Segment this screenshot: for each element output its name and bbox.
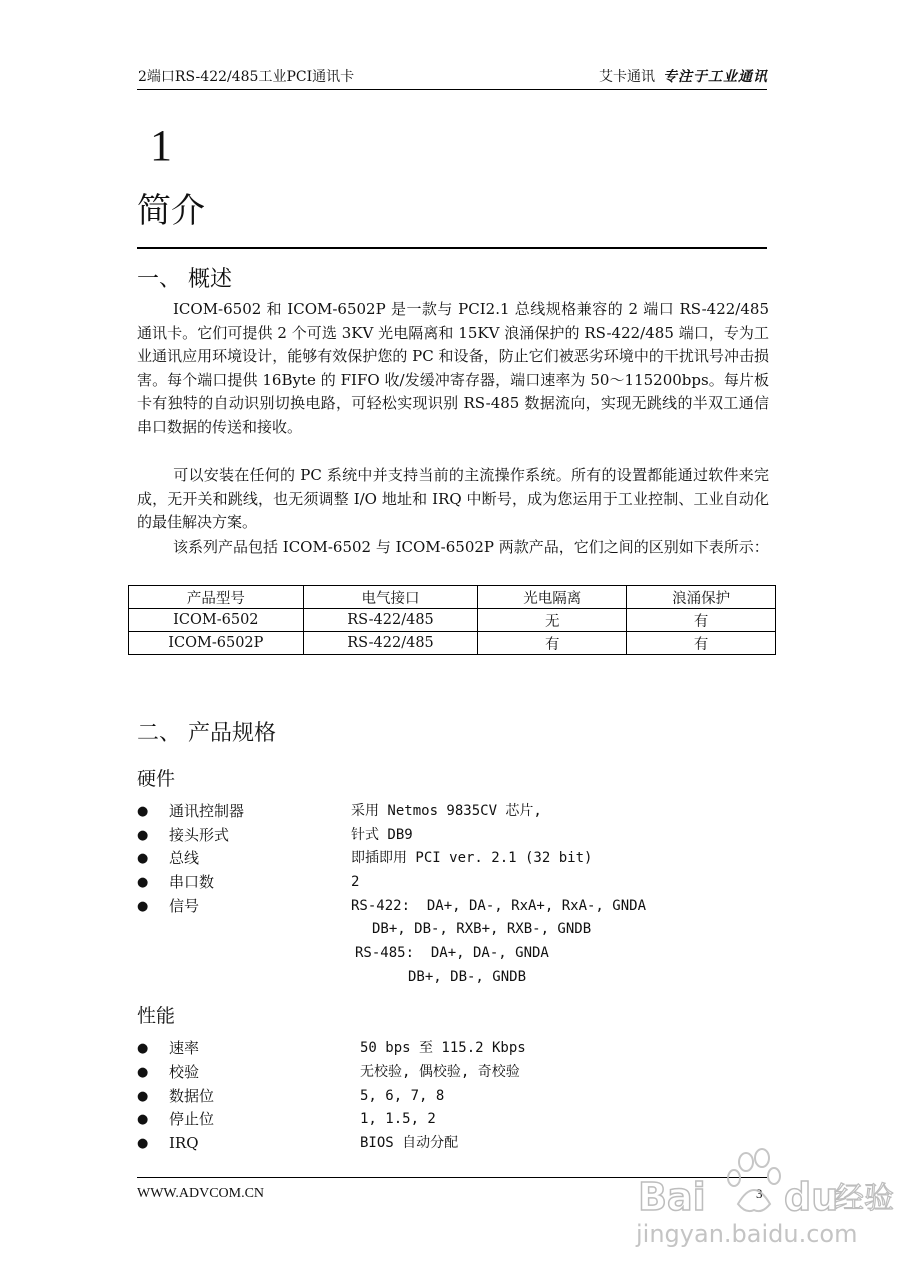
table-header-row <box>129 586 776 609</box>
spec-value: RS-422: DA+, DA-, RxA+, RxA-, GNDA <box>351 898 647 914</box>
spec-label: 速率 <box>169 1039 200 1057</box>
page-number: 3 <box>756 1186 763 1201</box>
table-header-cell: 浪涌保护 <box>627 586 776 609</box>
table-cell: 有 <box>627 632 776 655</box>
spec-value: 即插即用 PCI ver. 2.1 (32 bit) <box>351 850 593 866</box>
product-comparison-table <box>128 585 776 655</box>
overview-paragraph-2 <box>137 464 769 535</box>
performance-heading: 性能 <box>137 1005 176 1027</box>
section-specs-heading: 二、 产品规格 <box>137 721 276 746</box>
table-cell: RS-422/485 <box>303 632 478 655</box>
table-row <box>129 609 776 632</box>
spec-value: 2 <box>351 874 360 890</box>
header-doc-title: 2端口RS-422/485工业PCI通讯卡 <box>138 69 355 85</box>
signal-line: DB+, DB-, RXB+, RXB-, GNDB <box>372 921 592 937</box>
footer-website: WWW.ADVCOM.CN <box>137 1186 265 1201</box>
list-item <box>137 1085 777 1108</box>
overview-text-1: ICOM-6502 和 ICOM-6502P 是一款与 PCI2.1 总线规格兼容的 2 端口 RS-422/485 通讯卡。它们可提供 2 个可选 3KV 光电隔离和 15KV 浪涌保护的 RS-422/485 端口，专为工业通讯应用环境设计，能够有效保护您的 PC 和设备，防止它们被恶劣环境中的干扰讯号冲击损害。每个端口提供 16Byte 的 FIFO 收/发缓冲寄存器，端口速率为 50～115200bps。每片板卡有独特的自动识别切换电路，可轻松实现识别 RS-485 数据流向，实现无跳线的半双工通信串口数据的传送和接收。 <box>137 300 769 436</box>
svg-text:du: du <box>784 1175 839 1219</box>
table-cell: RS-422/485 <box>303 609 478 632</box>
bullet-icon: ● <box>137 1112 149 1127</box>
bullet-icon: ● <box>137 875 149 890</box>
bullet-icon: ● <box>137 1089 149 1104</box>
table-cell: 有 <box>627 609 776 632</box>
table-header-cell: 电气接口 <box>303 586 478 609</box>
hardware-heading: 硬件 <box>137 768 176 790</box>
chapter-rule <box>137 247 767 249</box>
list-item <box>137 847 777 870</box>
bullet-icon: ● <box>137 828 149 843</box>
list-item <box>137 800 777 823</box>
table-row <box>129 632 776 655</box>
spec-label: 数据位 <box>169 1087 215 1105</box>
header-rule <box>137 89 767 90</box>
header-company-name: 艾卡通讯 <box>599 69 655 85</box>
spec-value: 针式 DB9 <box>351 827 413 843</box>
spec-value: 采用 Netmos 9835CV 芯片, <box>351 803 542 819</box>
spec-label: 停止位 <box>169 1110 215 1128</box>
overview-paragraph-3 <box>137 536 769 560</box>
overview-text-2: 可以安装在任何的 PC 系统中并支持当前的主流操作系统。所有的设置都能通过软件来完成，无开关和跳线，也无须调整 I/O 地址和 IRQ 中断号，成为您运用于工业控制、工业自动化的最佳解决方案。 <box>137 466 769 531</box>
spec-label: 总线 <box>169 849 200 867</box>
signal-line: DB+, DB-, GNDB <box>408 969 527 985</box>
spec-value: 5, 6, 7, 8 <box>360 1088 445 1104</box>
list-item <box>137 895 777 918</box>
table-cell: 无 <box>478 609 627 632</box>
bullet-icon: ● <box>137 1041 149 1056</box>
chapter-number: 1 <box>150 121 172 170</box>
table-cell: 有 <box>478 632 627 655</box>
table-cell: ICOM-6502P <box>129 632 304 655</box>
table-cell: ICOM-6502 <box>129 609 304 632</box>
list-item <box>137 824 777 847</box>
section-overview-heading: 一、 概述 <box>137 267 232 292</box>
baidu-watermark-logo <box>634 1140 904 1260</box>
chapter-title: 简介 <box>137 191 205 231</box>
spec-label: 信号 <box>169 897 200 915</box>
svg-text:jingyan.baidu.com: jingyan.baidu.com <box>636 1220 858 1248</box>
overview-text-3: 该系列产品包括 ICOM-6502 与 ICOM-6502P 两款产品，它们之间的区别如下表所示： <box>173 538 769 556</box>
table-header-cell: 产品型号 <box>129 586 304 609</box>
bullet-icon: ● <box>137 804 149 819</box>
signal-line: RS-485: DA+, DA-, GNDA <box>355 945 549 961</box>
bullet-icon: ● <box>137 899 149 914</box>
list-item <box>137 871 777 894</box>
svg-text:经验: 经验 <box>834 1181 894 1216</box>
spec-label: 校验 <box>169 1063 200 1081</box>
list-item <box>137 1061 777 1084</box>
list-item <box>137 1037 777 1060</box>
spec-label: 通讯控制器 <box>169 802 245 820</box>
spec-value: 50 bps 至 115.2 Kbps <box>360 1040 526 1056</box>
spec-value: 1, 1.5, 2 <box>360 1111 436 1127</box>
spec-label: 串口数 <box>169 873 215 891</box>
bullet-icon: ● <box>137 1136 149 1151</box>
svg-text:Bai: Bai <box>638 1175 706 1219</box>
table-header-cell: 光电隔离 <box>478 586 627 609</box>
spec-value: BIOS 自动分配 <box>360 1135 459 1151</box>
spec-label: 接头形式 <box>169 826 230 844</box>
header-slogan: 专注于工业通讯 <box>663 69 768 85</box>
bullet-icon: ● <box>137 851 149 866</box>
overview-paragraph-1 <box>137 298 769 439</box>
list-item <box>137 1108 777 1131</box>
spec-label: IRQ <box>169 1134 199 1152</box>
bullet-icon: ● <box>137 1065 149 1080</box>
header-company <box>599 66 768 86</box>
spec-value: 无校验, 偶校验, 奇校验 <box>360 1064 520 1080</box>
